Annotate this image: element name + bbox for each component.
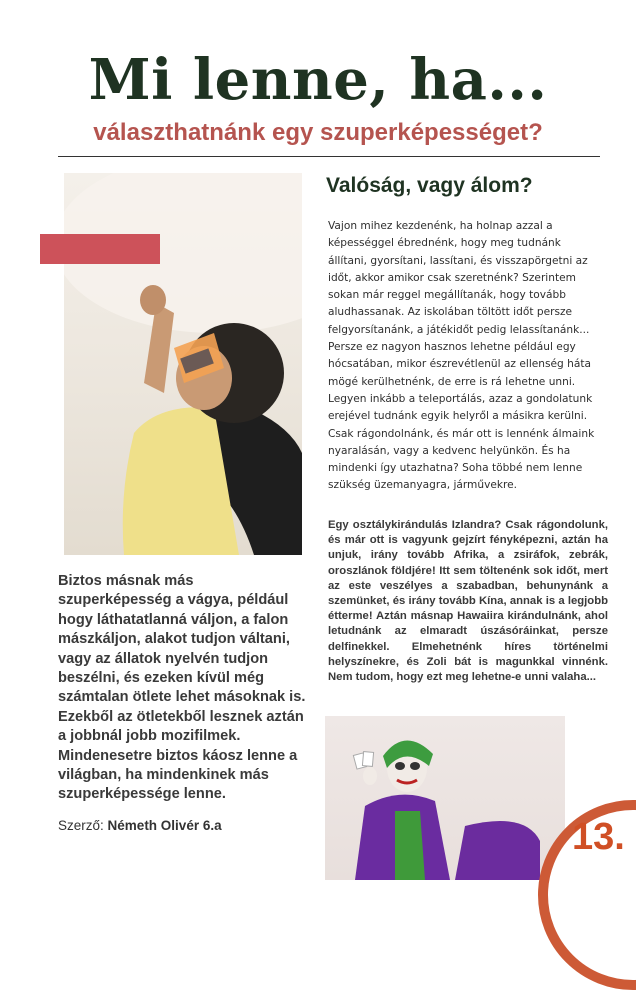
sidebar-paragraph: Biztos másnak más szuperképesség a vágya, például hogy láthatatlanná váljon, a falon mászkáljon, alakot tudjon váltani, vagy az állatok nyelvén tudjon beszélni, és ezeken kívül még számtalan ötlete lehet másoknak is. Ezekből az ötletekből lesznek aztán a jobbnál jobb mozifilmek. Mindenesetre biztos káosz lenne a világban, ha mindenkinek más szuperképessége lenne.	[58, 573, 306, 803]
page-subtitle: választhatnánk egy szuperképességet?	[93, 119, 543, 146]
article-paragraph-2: Egy osztálykirándulás Izlandra? Csak rágondolunk, és már ott is vagyunk gejzírt fényképezni, aztán ha unjuk, irány tovább Afrika, a zsiráfok, zebrák, oroszlánok földjére! Itt sem töltenénk sok időt, mert az este veszélyes a szabadban, behunynánk a szemünket, és irány tovább Kína, annak is a legjobb étterme! Aztán másnap Hawaiira kirándulnánk, ahol letudnánk az elmaradt úszásóráinkat, persze delfinekkel. Elmehetnénk híres történelmi helyszínekre, és Zoli bát is magunkkal vinnénk. Nem tudom, hogy ezt meg lehetne-e unni valaha...	[328, 519, 608, 684]
boy-superhero-photo	[64, 173, 302, 555]
header-divider	[58, 156, 600, 157]
author-name: Németh Olivér 6.a	[107, 818, 222, 833]
page-title: Mi lenne, ha...	[88, 47, 548, 113]
article-heading: Valóság, vagy álom?	[326, 174, 533, 197]
joker-costume-photo	[325, 716, 565, 880]
article-paragraph-1: Vajon mihez kezdenénk, ha holnap azzal a képességgel ébrednénk, hogy meg tudnánk állítani, gyorsítani, lassítani, és visszapörgetni az időt, akkor amikor csak szeretnénk? Szerintem sokan már reggel megállítanák, hogy tovább aludhassanak. Az iskolában töltött időt persze felgyorsítanánk, a játékidőt pedig lelassítanánk... Persze ez nagyon hasznos lehetne például egy hócsatában, mikor észrevétlenül az ellenség háta mögé kerülhetnénk, de erre is rá lehetne unni. Legyen inkább a teleportálás, azaz a gondolatunk erejével tudnánk egyik helyről a másikra kerülni. Csak rágondolnánk, és már ott is lennénk álmaink nyaralásán, vagy a kedvenc helyünkön. És ha mindenki így utazhatna? Soha többé nem lenne szükség üzemanyagra, járművekre.	[328, 220, 595, 492]
page-number: 13.	[572, 816, 625, 858]
author-label: Szerző:	[58, 818, 104, 833]
author-line	[58, 818, 222, 833]
accent-bar	[40, 234, 160, 264]
